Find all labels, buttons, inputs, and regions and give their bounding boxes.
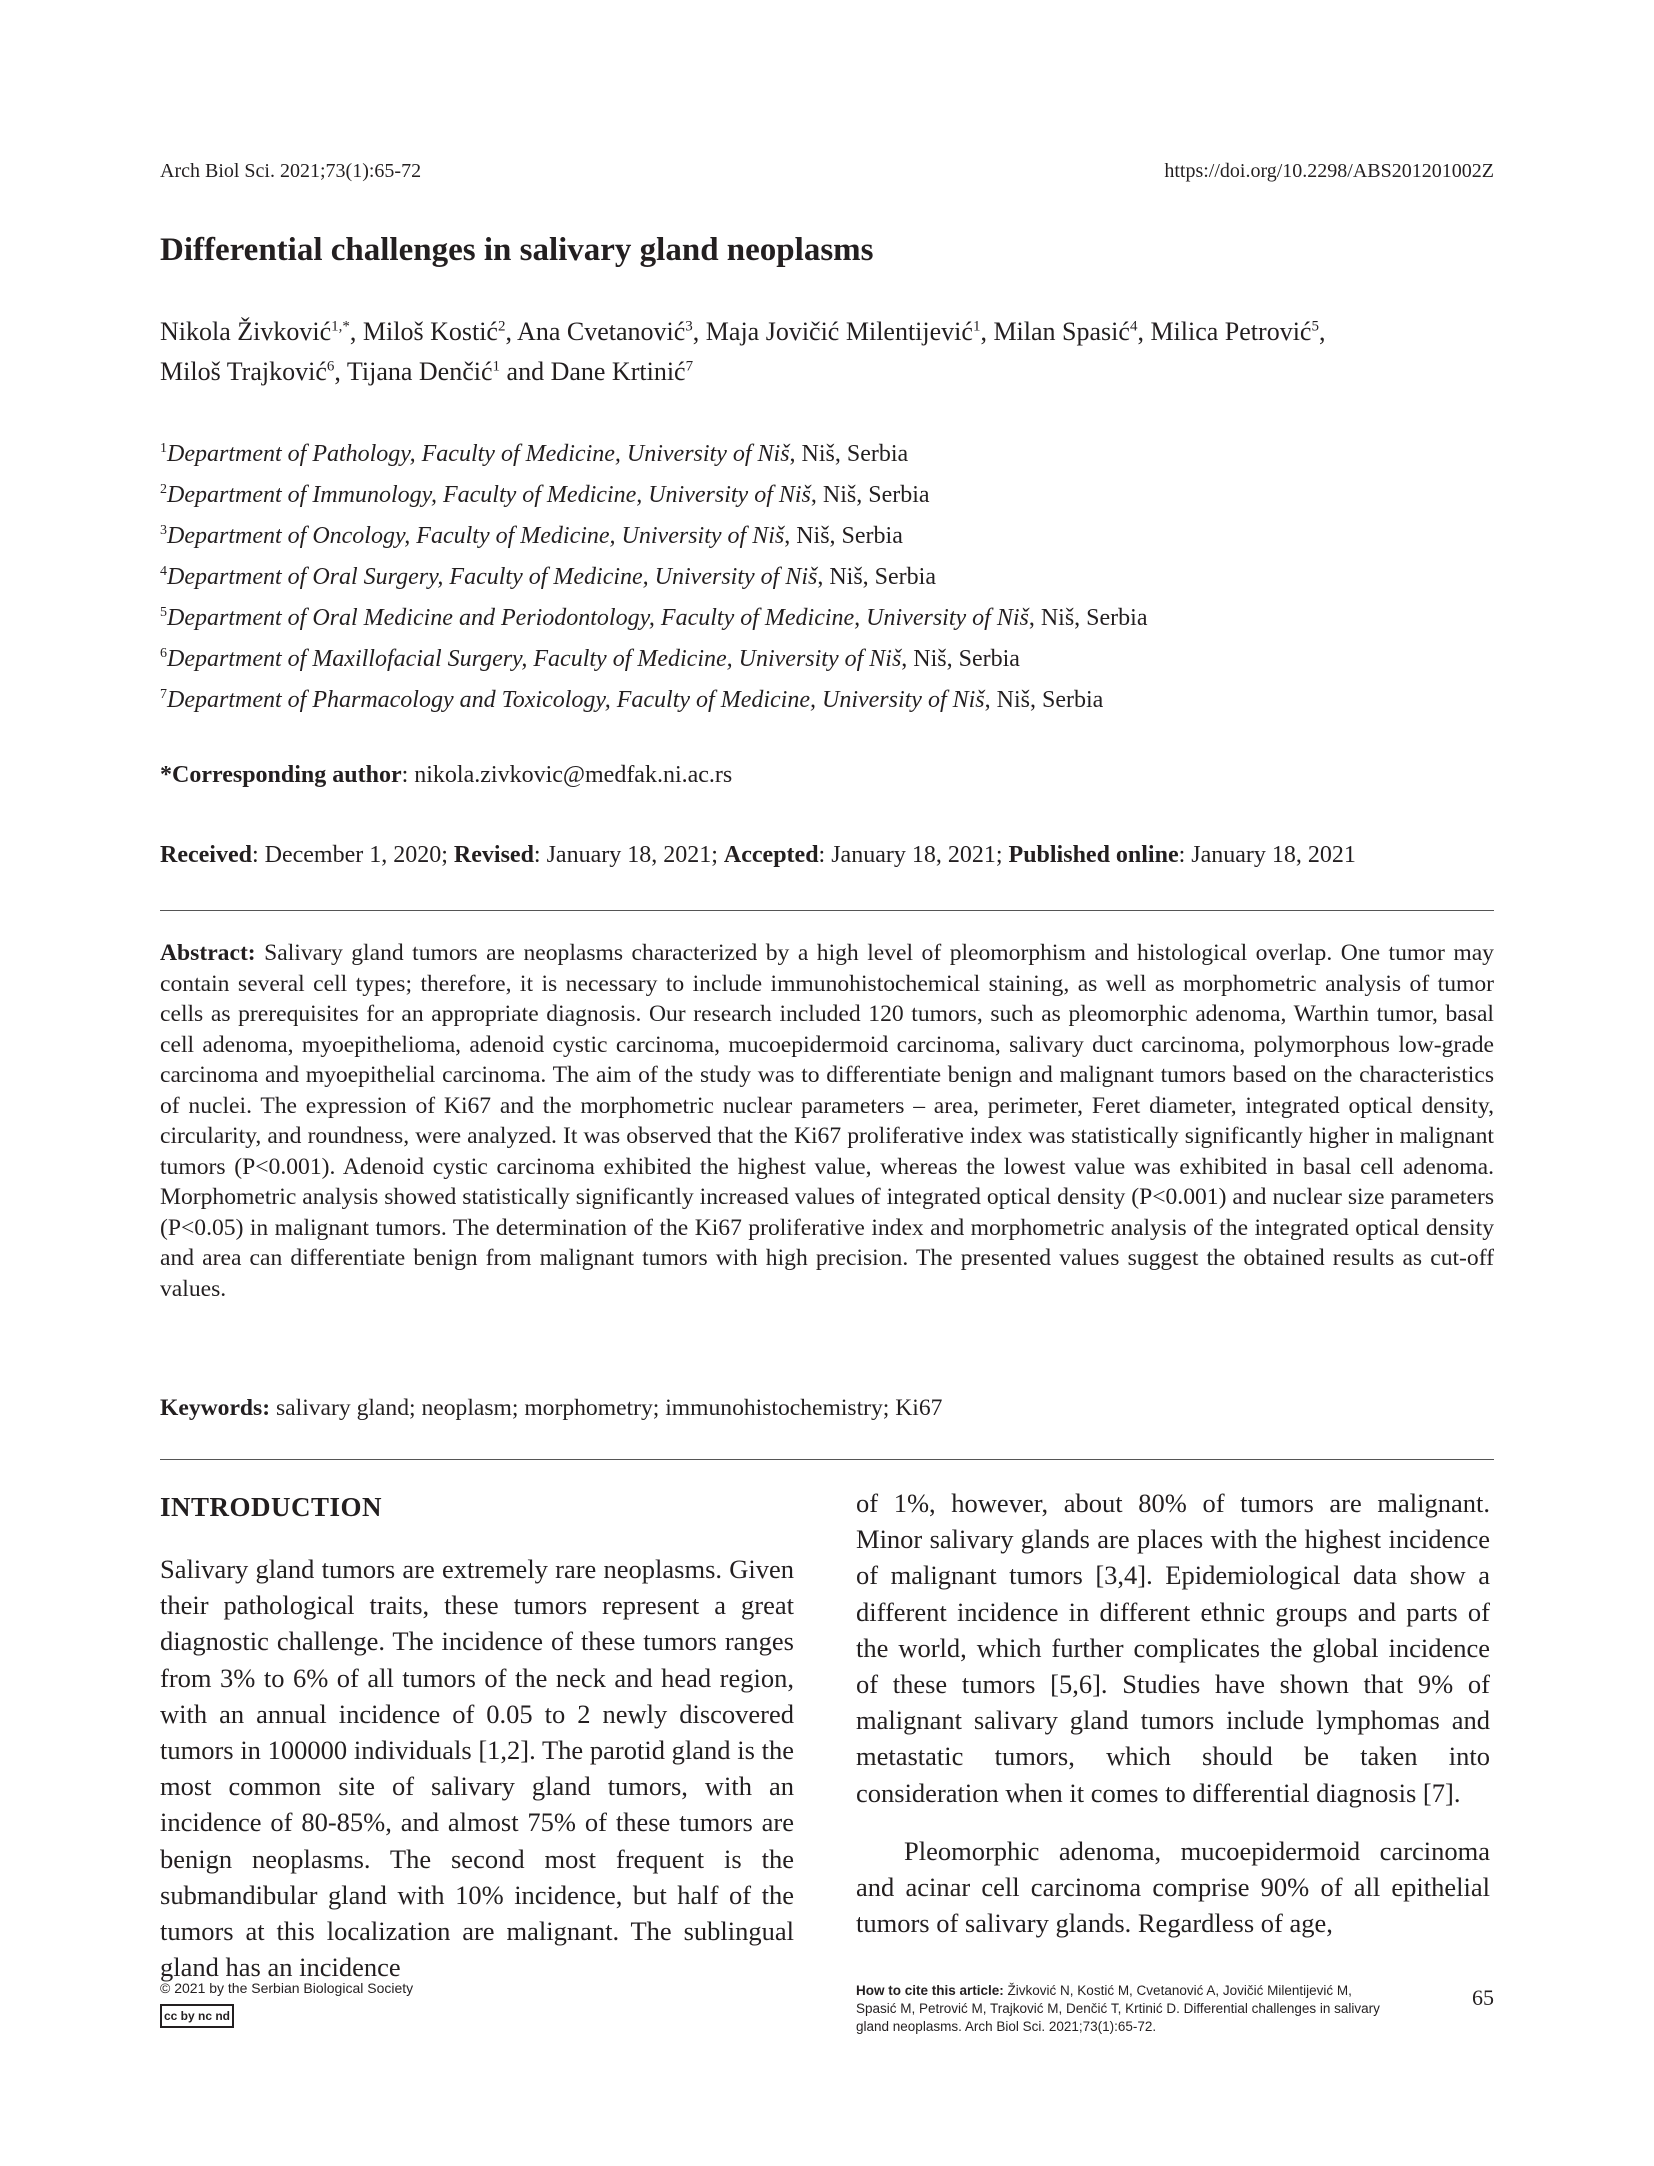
divider	[160, 910, 1494, 911]
author: Nikola Živković$^{1,*}$,	[160, 317, 363, 346]
author: Tijana Denčić$^1$ and	[346, 357, 551, 386]
body-column-right	[856, 1485, 1490, 1941]
corresponding-author: *Corresponding author: nikola.zivkovic@medfak.ni.ac.rs	[160, 762, 733, 788]
author: Milan Spasić$^4$,	[993, 317, 1151, 346]
author: Dane Krtinić$^7$	[550, 357, 694, 386]
author: Maja Jovičić Milentijević$^1$,	[705, 317, 994, 346]
corresponding-email[interactable]: nikola.zivkovic@medfak.ni.ac.rs	[414, 762, 733, 788]
cc-license-icon[interactable]: cc by nc nd	[160, 2004, 234, 2028]
doi-link[interactable]: https://doi.org/10.2298/ABS201201002Z	[1164, 160, 1494, 182]
author-list	[160, 312, 1500, 392]
affiliation-item: $^3$Department of Oncology, Faculty of Medicine, University of Niš, Niš, Serbia	[160, 523, 903, 549]
author: Miloš Kostić$^2$,	[362, 317, 518, 346]
journal-citation: Arch Biol Sci. 2021;73(1):65-72	[160, 160, 422, 182]
affiliation-list	[160, 434, 1500, 721]
section-heading: INTRODUCTION	[160, 1492, 383, 1522]
author: Milica Petrović$^5$,	[1150, 317, 1326, 346]
divider	[160, 1459, 1494, 1460]
author: Miloš Trajković$^6$,	[160, 357, 347, 386]
affiliation-item: $^2$Department of Immunology, Faculty of Medicine, University of Niš, Niš, Serbia	[160, 482, 930, 508]
affiliation-item: $^4$Department of Oral Surgery, Faculty of Medicine, University of Niš, Niš, Serbia	[160, 564, 936, 590]
article-title: Differential challenges in salivary gland neoplasms	[160, 232, 874, 268]
paragraph: Pleomorphic adenoma, mucoepidermoid carcinoma and acinar cell carcinoma comprise 90% of all epithelial tumors of salivary glands. Regardless of age,	[856, 1835, 1490, 1939]
paragraph: of 1%, however, about 80% of tumors are malignant. Minor salivary glands are places with the highest incidence of malignant tumors [3,4]. Epidemiological data show a different incidence in different ethnic groups and parts of the world, which further complicates the global incidence of these tumors [5,6]. Studies have shown that 9% of malignant salivary gland tumors include lymphomas and metastatic tumors, which should be taken into consideration when it comes to differential diagnosis [7].	[856, 1488, 1490, 1808]
affiliation-item: $^5$Department of Oral Medicine and Periodontology, Faculty of Medicine, University of Niš, Niš, Serbia	[160, 605, 1148, 631]
affiliation-item: $^7$Department of Pharmacology and Toxicology, Faculty of Medicine, University of Niš, Niš, Serbia	[160, 687, 1104, 713]
affiliation-item: $^1$Department of Pathology, Faculty of Medicine, University of Niš, Niš, Serbia	[160, 441, 909, 467]
keywords: Keywords: salivary gland; neoplasm; morphometry; immunohistochemistry; Ki67	[160, 1395, 943, 1421]
how-to-cite: How to cite this article: Živković N, Kostić M, Cvetanović A, Jovičić Milentijević M, Spasić M, Petrović M, Trajković M, Denčić T, Krtinić D. Differential challenges in salivary gland neoplasms. Arch Biol Sci. 2021;73(1):65-72.	[856, 1983, 1380, 2034]
affiliation-item: $^6$Department of Maxillofacial Surgery, Faculty of Medicine, University of Niš, Niš, Serbia	[160, 646, 1020, 672]
abstract	[160, 938, 1494, 1304]
body-column-left: Salivary gland tumors are extremely rare neoplasms. Given their pathological traits, these tumors represent a great diagnostic challenge. The incidence of these tumors ranges from 3% to 6% of all tumors of the neck and head region, with an annual incidence of 0.05 to 2 newly discovered tumors in 100000 individuals [1,2]. The parotid gland is the most common site of salivary gland tumors, with an incidence of 80-85%, and almost 75% of these tumors are benign neoplasms. The second most frequent is the submandibular gland with 10% incidence, but half of the tumors at this localization are malignant. The sublingual gland has an incidence	[160, 1554, 794, 1983]
abstract-label: Abstract:	[160, 940, 256, 966]
author: Ana Cvetanović$^3$,	[517, 317, 706, 346]
article-dates: Received: December 1, 2020; Revised: January 18, 2021; Accepted: January 18, 2021; Published online: January 18, 2021	[160, 842, 1356, 868]
page-number: 65	[1472, 1985, 1494, 2010]
copyright: © 2021 by the Serbian Biological Society	[160, 1980, 414, 1996]
abstract-text: Salivary gland tumors are neoplasms characterized by a high level of pleomorphism and histological overlap. One tumor may contain several cell types; therefore, it is necessary to include immunohistochemical staining, as well as morphometric analysis of tumor cells as prerequisites for an appropriate diagnosis. Our research included 120 tumors, such as pleomorphic adenoma, Warthin tumor, basal cell adenoma, myoepithelioma, adenoid cystic carcinoma, mucoepidermoid carcinoma, salivary duct carcinoma, polymorphous low-grade carcinoma and myoepithelial carcinoma. The aim of the study was to differentiate benign and malignant tumors based on the characteristics of nuclei. The expression of Ki67 and the morphometric nuclear parameters – area, perimeter, Feret diameter, integrated optical density, circularity, and roundness, were analyzed. It was observed that the Ki67 proliferative index was statistically significantly higher in malignant tumors (P<0.001). Adenoid cystic carcinoma exhibited the highest value, whereas the lowest value was exhibited in basal cell adenoma. Morphometric analysis showed statistically significantly increased values of integrated optical density (P<0.001) and nuclear size parameters (P<0.05) in malignant tumors. The determination of the Ki67 proliferative index and morphometric analysis of the integrated optical density and area can differentiate benign from malignant tumors with high precision. The presented values suggest the obtained results as cut-off values.	[160, 940, 1494, 1302]
